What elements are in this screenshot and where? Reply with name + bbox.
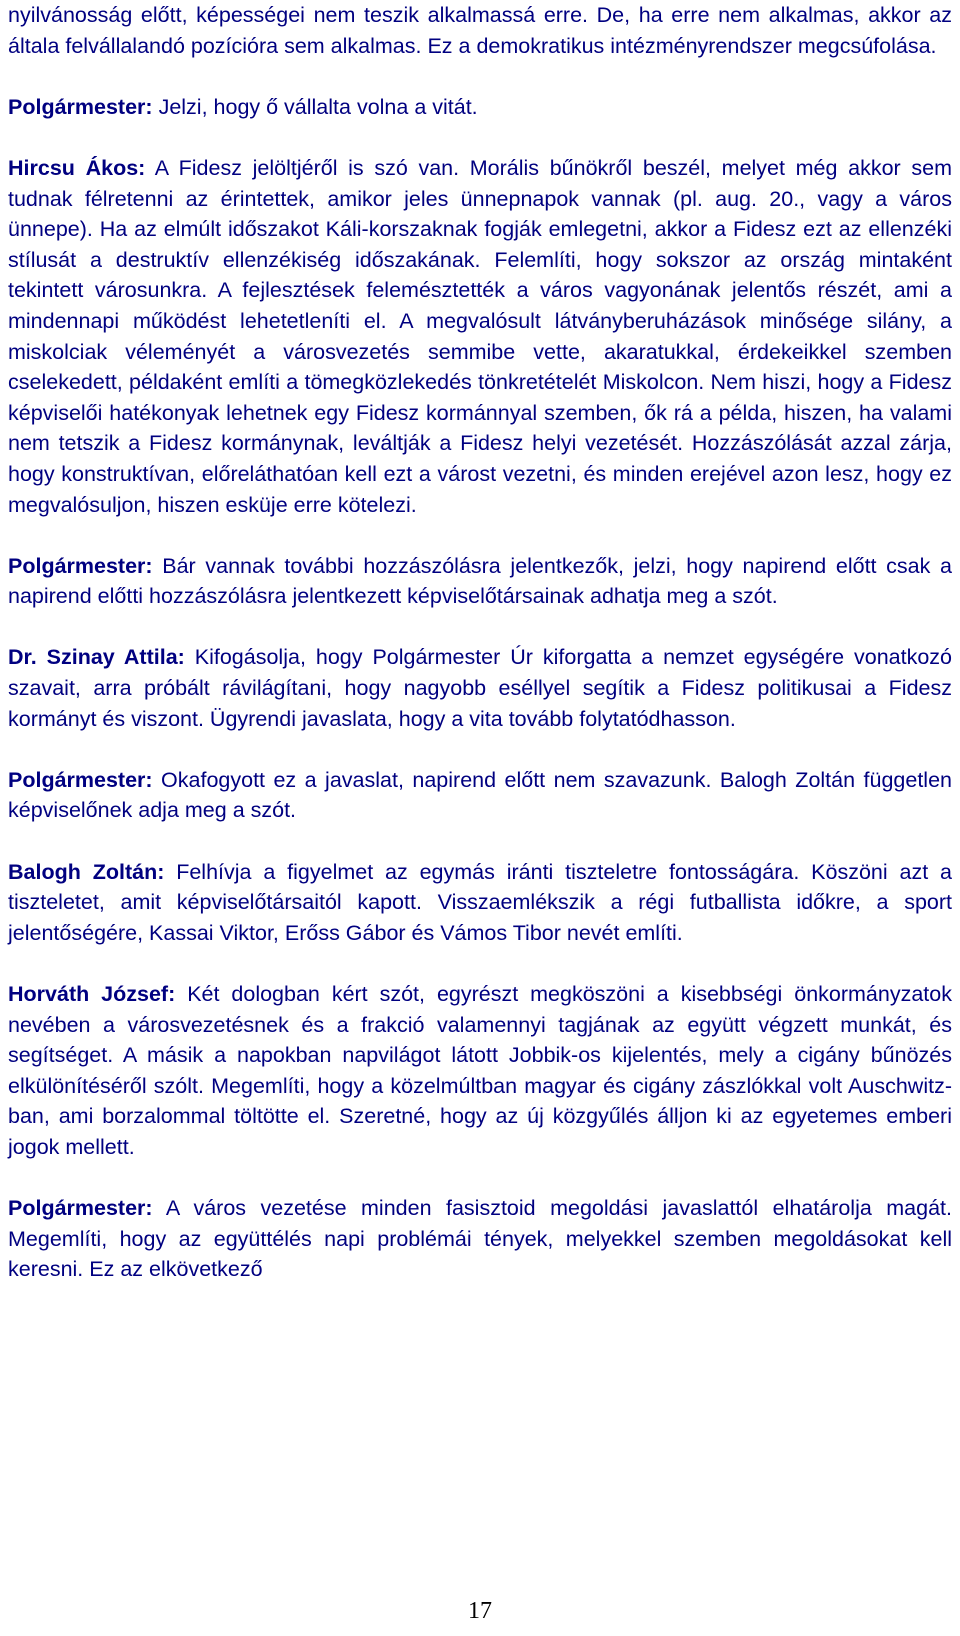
paragraph-continuation: [8, 0, 952, 61]
paragraph-text: Bár vannak további hozzászólásra jelentkezők, jelzi, hogy napirend előtt csak a napirend előtti hozzászólásra jelentkezett képviselőtársainak adhatja meg a szót.: [8, 553, 952, 609]
paragraph-text: Felhívja a figyelmet az egymás iránti tiszteletre fontosságára. Köszöni azt a tiszteletet, amit képviselőtársaitól kapott. Visszaemlékszik a régi futballista időkre, a sport jelentőségére, Kassai Viktor, Erőss Gábor és Vámos Tibor nevét említi.: [8, 859, 952, 945]
page-number: 17: [468, 1598, 492, 1624]
speaker-name: Polgármester:: [8, 553, 153, 578]
speaker-name: Polgármester:: [8, 1196, 153, 1221]
paragraph-text: Okafogyott ez a javaslat, napirend előtt nem szavazunk. Balogh Zoltán független képviselőnek adja meg a szót.: [8, 767, 952, 823]
paragraph-mayor: [8, 551, 952, 612]
speaker-name: Horváth József:: [8, 982, 176, 1006]
speaker-name: Hircsu Ákos:: [8, 155, 146, 180]
speaker-name: Polgármester:: [8, 767, 153, 792]
paragraph-text: nyilvánosság előtt, képességei nem teszik alkalmassá erre. De, ha erre nem alkalmas, akkor az általa felvállalandó pozícióra sem alkalmas. Ez a demokratikus intézményrendszer megcsúfolása.: [8, 3, 952, 58]
paragraph-mayor: [8, 92, 952, 123]
paragraph-szinay-attila: [8, 642, 952, 734]
paragraph-text: Két dologban kért szót, egyrészt megköszöni a kisebbségi önkormányzatok nevében a városvezetésnek és a frakció valamennyi tagjának az együtt végzett munkát, és segítséget. A másik a napokban napvilágot látott Jobbik-os kijelentés, mely a cigány bűnözés elkülönítéséről szólt. Megemlíti, hogy a közelmúltban magyar és cigány zászlókkal volt Auschwitz-ban, ami borzalommal töltötte el. Szeretné, hogy az új közgyűlés álljon ki az egyetemes emberi jogok mellett.: [8, 982, 952, 1159]
paragraph-text: Jelzi, hogy ő vállalta volna a vitát.: [152, 94, 478, 119]
speaker-name: Balogh Zoltán:: [8, 859, 165, 884]
speaker-name: Polgármester:: [8, 94, 153, 119]
paragraph-text: A Fidesz jelöltjéről is szó van. Morális bűnökről beszél, melyet még akkor sem tudnak félretenni az érintettek, amikor jeles ünnepnapok vannak (pl. aug. 20., vagy a város ünnepe). Ha az elmúlt időszakot Káli-korszaknak fogják emlegetni, akkor a Fidesz ezt az ellenzéki stílusát a destruktív ellenzékiség időszakának. Felemlíti, hogy sokszor az ország mintaként tekintett városunkra. A fejlesztések felemésztették a város vagyonának jelentős részét, ami a mindennapi működést lehetetleníti el. A megvalósult látványberuházások minősége silány, a miskolciak véleményét a városvezetés semmibe vette, akaratukkal, érdekeikkel szemben cselekedett, példaként említi a tömegközlekedés tönkretételét Miskolcon. Nem hiszi, hogy a Fidesz képviselői hatékonyak lehetnek egy Fidesz kormánnyal szemben, ők rá a példa, hiszen, ha valami nem tetszik a Fidesz kormánynak, leváltják a Fidesz helyi vezetését. Hozzászólását azzal zárja, hogy konstruktívan, előreláthatóan kell ezt a várost vezetni, és minden erejével azon lesz, hogy ez megvalósuljon, hiszen esküje erre kötelezi.: [8, 155, 953, 517]
paragraph-hircsu-akos: [8, 153, 952, 520]
speaker-name: Dr. Szinay Attila:: [8, 645, 185, 670]
paragraph-horvath-jozsef: [8, 979, 952, 1163]
paragraph-mayor: [8, 1193, 952, 1285]
paragraph-balogh-zoltan: [8, 857, 952, 949]
document-page: [8, 0, 952, 1316]
paragraph-text: A város vezetése minden fasisztoid megoldási javaslattól elhatárolja magát. Megemlíti, hogy az együttélés napi problémái tények, melyekkel szemben megoldásokat kell keresni. Ez az elkövetkező: [8, 1196, 952, 1282]
paragraph-text: Kifogásolja, hogy Polgármester Úr kiforgatta a nemzet egységére vonatkozó szavait, arra próbált rávilágítani, hogy nagyobb eséllyel segítik a Fidesz politikusai a Fidesz kormányt és viszont. Ügyrendi javaslata, hogy a vita tovább folytatódhasson.: [8, 645, 952, 731]
paragraph-mayor: [8, 765, 952, 826]
